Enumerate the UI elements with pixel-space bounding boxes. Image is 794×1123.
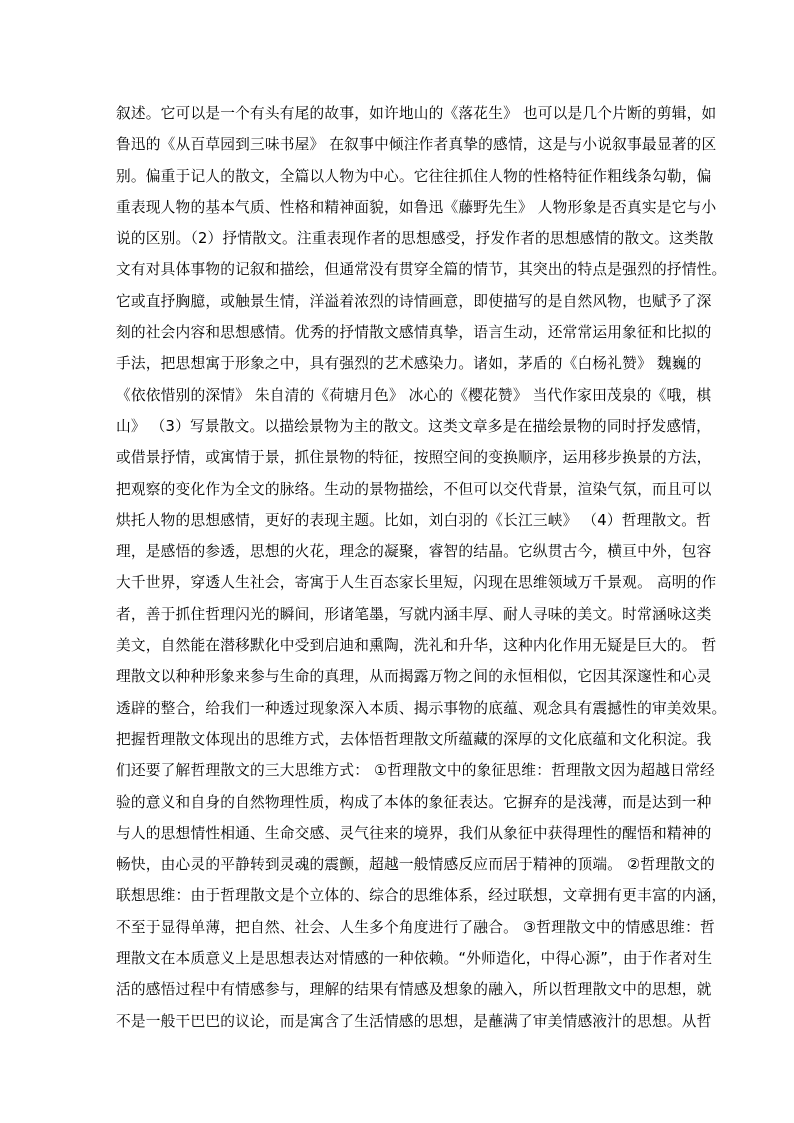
text-line: 与人的思想情性相通、生命交感、灵气往来的境界，我们从象征中获得理性的醒悟和精神的 — [116, 824, 712, 842]
text-line: 鲁迅的《从百草园到三味书屋》 在叙事中倾注作者真挚的感情，这是与小说叙事最显著的区 — [116, 136, 717, 154]
text-line: 透辟的整合，给我们一种透过现象深入本质、揭示事物的底蕴、观念具有震撼性的审美效果。 — [116, 699, 727, 717]
text-line: 烘托人物的思想感情，更好的表现主题。比如，刘白羽的《长江三峡》 （4）哲理散文。哲 — [116, 511, 712, 529]
text-line: 叙述。它可以是一个有头有尾的故事，如许地山的《落花生》 也可以是几个片断的剪辑，如 — [116, 105, 717, 122]
text-line: 理散文以种种形象来参与生命的真理，从而揭露万物之间的永恒相似，它因其深邃性和心灵 — [116, 668, 712, 686]
text-line: 理，是感悟的参透，思想的火花，理念的凝聚，睿智的结晶。它纵贯古今，横亘中外，包容 — [116, 543, 712, 561]
body-text — [116, 98, 727, 1037]
text-line: 刻的社会内容和思想感情。优秀的抒情散文感情真挚，语言生动，还常常运用象征和比拟的 — [116, 324, 712, 342]
text-line: 说的区别。（2）抒情散文。注重表现作者的思想感受，抒发作者的思想感情的散文。这类散 — [116, 230, 714, 248]
text-line: 不至于显得单薄，把自然、社会、人生多个角度进行了融合。 ③哲理散文中的情感思维：哲 — [116, 918, 715, 936]
text-line: 联想思维：由于哲理散文是个立体的、综合的思维体系，经过联想，文章拥有更丰富的内涵， — [116, 887, 727, 905]
text-line: 不是一般干巴巴的议论，而是寓含了生活情感的思想，是蘸满了审美情感液汁的思想。从哲 — [116, 1012, 712, 1030]
text-line: 文有对具体事物的记叙和描绘，但通常没有贯穿全篇的情节，其突出的特点是强烈的抒情性。 — [116, 261, 727, 279]
text-line: 理散文在本质意义上是思想表达对情感的一种依赖。“外师造化，中得心源”，由于作者对生 — [116, 950, 713, 968]
text-line: 者，善于抓住哲理闪光的瞬间，形诸笔墨，写就内涵丰厚、耐人寻味的美文。时常涵咏这类 — [116, 605, 712, 623]
text-line: 美文，自然能在潜移默化中受到启迪和熏陶，洗礼和升华，这种内化作用无疑是巨大的。 哲 — [116, 637, 717, 655]
text-line: 山》 （3）写景散文。以描绘景物为主的散文。这类文章多是在描绘景物的同时抒发感情， — [116, 417, 712, 435]
text-line: 手法，把思想寓于形象之中，具有强烈的艺术感染力。诸如，茅盾的《白杨礼赞》 魏巍的 — [116, 355, 702, 373]
text-line: 验的意义和自身的自然物理性质，构成了本体的象征表达。它摒弃的是浅薄，而是达到一种 — [116, 793, 712, 811]
text-line: 把握哲理散文体现出的思维方式，去体悟哲理散文所蕴藏的深厚的文化底蕴和文化积淀。我 — [116, 730, 712, 748]
text-line: 把观察的变化作为全文的脉络。生动的景物描绘，不但可以交代背景，渲染气氛，而且可以 — [116, 480, 712, 498]
text-line: 或借景抒情，或寓情于景，抓住景物的特征，按照空间的变换顺序，运用移步换景的方法， — [116, 449, 712, 467]
text-line: 活的感悟过程中有情感参与，理解的结果有情感及想象的融入，所以哲理散文中的思想，就 — [116, 981, 712, 999]
text-line: 大千世界，穿透人生社会，寄寓于人生百态家长里短，闪现在思维领域万千景观。 高明的作 — [116, 574, 717, 592]
text-line: 它或直抒胸臆，或触景生情，洋溢着浓烈的诗情画意，即使描写的是自然风物，也赋予了深 — [116, 292, 712, 310]
text-line: 们还要了解哲理散文的三大思维方式： ①哲理散文中的象征思维：哲理散文因为超越日常经 — [116, 762, 715, 780]
text-line: 《依依惜别的深情》 朱自清的《荷塘月色》 冰心的《樱花赞》 当代作家田茂泉的《哦，棋 — [116, 386, 712, 404]
text-line: 别。偏重于记人的散文，全篇以人物为中心。它往往抓住人物的性格特征作粗线条勾勒，偏 — [116, 167, 712, 185]
text-line: 重表现人物的基本气质、性格和精神面貌，如鲁迅《藤野先生》 人物形象是否真实是它与小 — [116, 198, 717, 216]
text-line: 畅快，由心灵的平静转到灵魂的震颤，超越一般情感反应而居于精神的顶端。 ②哲理散文的 — [116, 856, 715, 874]
